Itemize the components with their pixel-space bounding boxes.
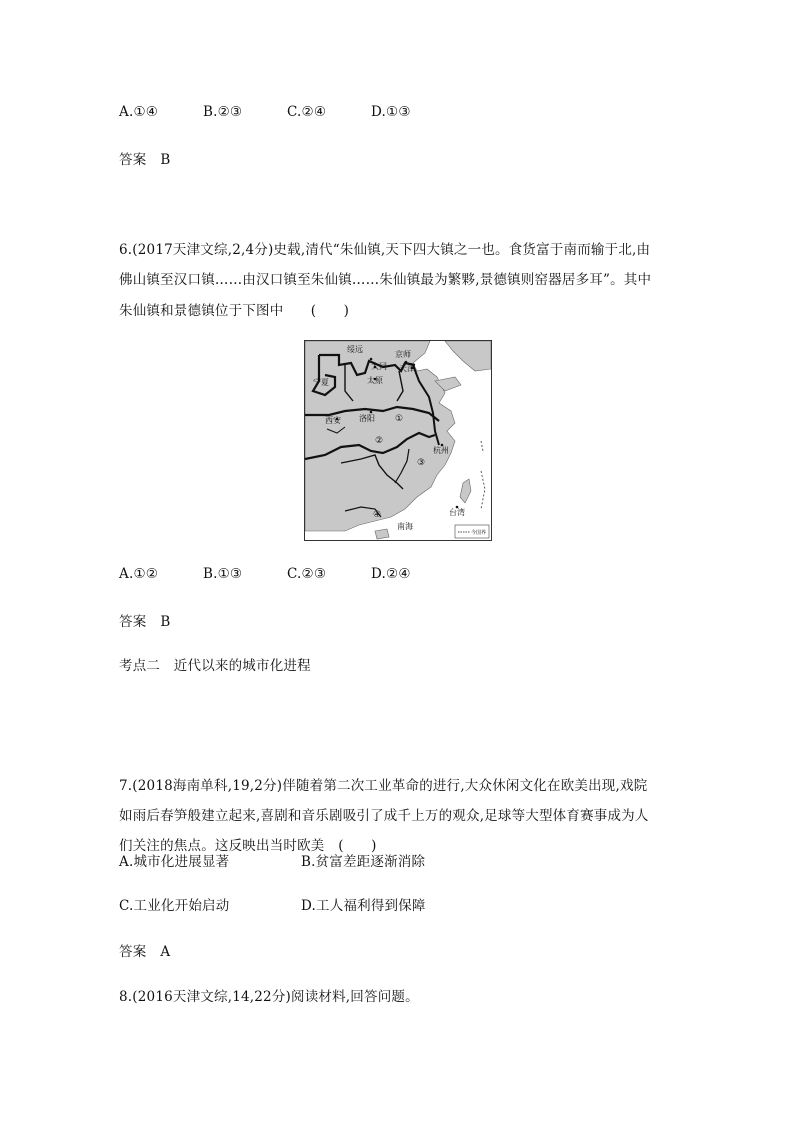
answer-value: A: [160, 944, 171, 960]
q6-answer: [119, 610, 171, 630]
q6-stem-line-3: 朱仙镇和景德镇位于下图中 ( ): [119, 303, 350, 319]
northeast-land: [445, 341, 491, 371]
q6-option-d: D.②④: [371, 566, 411, 582]
answer-value: B: [160, 152, 171, 168]
answer-label: 答案: [119, 614, 147, 630]
q6-option-b: B.①③: [203, 566, 243, 582]
q7-answer: [119, 940, 170, 960]
q7-option-a: A.城市化进展显著: [119, 854, 230, 870]
marker-1: ①: [395, 414, 404, 424]
q5-option-b: B.②③: [203, 104, 243, 120]
marker-4: ④: [373, 510, 382, 520]
legend-label: 今国界: [471, 530, 487, 536]
q7-option-b: B.贫富差距逐渐消除: [301, 854, 426, 870]
place-label: 洛阳: [359, 414, 375, 423]
answer-label: 答案: [119, 944, 147, 960]
place-label: 宁夏: [313, 378, 329, 387]
q7-stem-line-1: 7.(2018海南单科,19,2分)伴随着第二次工业革命的进行,大众休闲文化在欧美出现,戏院: [119, 778, 648, 794]
q7-option-c: C.工业化开始启动: [119, 898, 230, 914]
sea-boundary-2: [481, 441, 483, 451]
section-title: 考点二 近代以来的城市化进程: [119, 658, 311, 674]
answer-label: 答案: [119, 152, 147, 168]
q6-stem-line-2: 佛山镇至汉口镇……由汉口镇至朱仙镇……朱仙镇最为繁夥,景德镇则窑器居多耳”。其中: [119, 272, 652, 288]
city-dot: [370, 358, 373, 361]
city-dot: [370, 411, 373, 414]
map-svg: [305, 341, 491, 540]
place-label: 京师: [395, 350, 411, 359]
place-label: 天津: [399, 364, 415, 373]
place-label: 太原: [367, 376, 383, 385]
q5-option-a: A.①④: [119, 104, 159, 120]
marker-3: ③: [417, 458, 426, 468]
answer-value: B: [160, 614, 171, 630]
hainan-island: [375, 529, 389, 539]
q7-stem-line-2: 如雨后春笋般建立起来,喜剧和音乐剧吸引了成千上万的观众,足球等大型体育赛事成为人: [119, 808, 649, 824]
place-label: 绥远: [347, 345, 363, 354]
sea-boundary: [481, 471, 485, 509]
q6-stem-line-1: 6.(2017天津文综,2,4分)史载,清代“朱仙镇,天下四大镇之一也。食货富于南而输于北,由: [119, 242, 651, 258]
q7-options-row-2: [119, 894, 426, 914]
place-label: 西安: [325, 416, 341, 425]
qing-dynasty-map: [304, 340, 492, 541]
place-label: 大同: [371, 362, 387, 371]
q6-option-a: A.①②: [119, 566, 159, 582]
taiwan-island: [460, 479, 471, 503]
place-label: 台湾: [449, 508, 465, 517]
q6-option-c: C.②③: [287, 566, 327, 582]
marker-2: ②: [375, 436, 384, 446]
place-label: 南海: [397, 522, 413, 531]
q5-answer: [119, 148, 171, 168]
q7-options-row-1: [119, 850, 425, 870]
q7-option-d: D.工人福利得到保障: [301, 898, 426, 914]
q6-options: [119, 566, 411, 582]
q7-stem-line-3: 们关注的焦点。这反映出当时欧美 ( ): [119, 838, 377, 854]
city-dot: [405, 361, 408, 364]
q8-stem: 8.(2016天津文综,14,22分)阅读材料,回答问题。: [119, 989, 419, 1005]
q5-options: [119, 104, 411, 120]
place-label: 杭州: [433, 446, 449, 455]
q5-option-c: C.②④: [287, 104, 327, 120]
q5-option-d: D.①③: [371, 104, 411, 120]
